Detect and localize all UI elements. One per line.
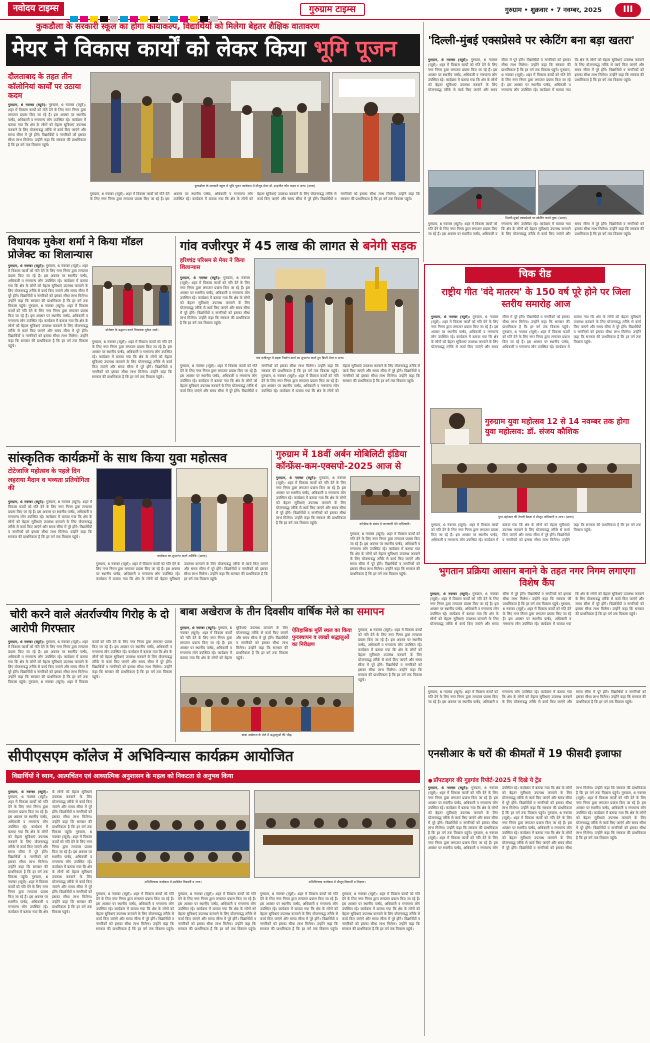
wazirpur-text-3: गुरुग्राम, 6 नवम्बर (ब्यूरो): शहर में विकास कार्यों को गति देने के लिए नगर निगम द्वारा लगातार प्रयास किए जा रहे हैं। इस अवसर पर स्थानीय पार्षद, अधिकारी व गणमान्य लोग उपस्थित रहे। कार्यक्रम में बताया गया कि क्षेत्र के लोगों को बेहतर सुविधाएं उपलब्ध करवाने के लिए योजनाबद्ध तरीके से कार्य किए जाएंगे और समय सीमा में पूरे होंगे। विद्यार्थियों व नागरिकों को इसका सीधा लाभ मिलेगा। उन्होंने कहा कि सरकार की प्राथमिकता है कि हर वर्ग तक विकास पहुंचे। — [261, 364, 420, 393]
ncr-dateline: गुरुग्राम, 6 नवम्बर (ब्यूरो): — [428, 786, 469, 790]
mla-text-3: गुरुग्राम, 6 नवम्बर (ब्यूरो): शहर में विकास कार्यों को गति देने के लिए नगर निगम द्वारा लगातार प्रयास किए जा रहे हैं। इस अवसर पर स्थानीय पार्षद, अधिकारी व गणमान्य लोग उपस्थित रहे। कार्यक्रम में बताया गया कि क्षेत्र के लोगों को बेहतर सुविधाएं उपलब्ध करवाने के लिए योजनाबद्ध तरीके से कार्य किए जाएंगे और समय सीमा में पूरे होंगे। विद्यार्थियों व नागरिकों को इसका सीधा लाभ मिलेगा। उन्होंने कहा कि सरकार की प्राथमिकता है कि हर वर्ग तक विकास पहुंचे। — [92, 340, 172, 379]
conference-text: गुरुग्राम, 6 नवम्बर (ब्यूरो): शहर में विकास कार्यों को गति देने के लिए नगर निगम द्वारा लगातार प्रयास किए जा रहे हैं। इस अवसर पर स्थानीय पार्षद, अधिकारी व गणमान्य लोग उपस्थित रहे। कार्यक्रम में बताया गया कि क्षेत्र के लोगों को बेहतर सुविधाएं उपलब्ध करवाने के लिए योजनाबद्ध तरीके से कार्य किए जाएंगे और समय सीमा में पूरे होंगे। विद्यार्थियों व नागरिकों को इसका सीधा लाभ मिलेगा। उन्होंने कहा कि सरकार की प्राथमिकता है कि हर वर्ग तक विकास पहुंचे। — [276, 476, 346, 525]
lead-photo-2-image — [333, 73, 420, 182]
lead-body-text: गुरुग्राम, 6 नवम्बर (ब्यूरो): शहर में विकास कार्यों को गति देने के लिए नगर निगम द्वारा लगातार प्रयास किए जा रहे हैं। इस अवसर पर स्थानीय पार्षद, अधिकारी व गणमान्य लोग उपस्थित रहे। कार्यक्रम में बताया गया कि क्षेत्र के लोगों को बेहतर सुविधाएं उपलब्ध करवाने के लिए योजनाबद्ध तरीके से कार्य किए जाएंगे और समय सीमा में पूरे होंगे। विद्यार्थियों व नागरिकों को इसका सीधा लाभ मिलेगा। उन्होंने कहा कि सरकार की प्राथमिकता है कि हर वर्ग तक विकास पहुंचे। — [90, 192, 420, 201]
ncr-text-4: गुरुग्राम, 6 नवम्बर (ब्यूरो): शहर में विकास कार्यों को गति देने के लिए नगर निगम द्वारा लगातार प्रयास किए जा रहे हैं। इस अवसर पर स्थानीय पार्षद, अधिकारी व गणमान्य लोग उपस्थित रहे। कार्यक्रम में बताया गया कि क्षेत्र के लोगों को बेहतर सुविधाएं उपलब्ध करवाने के लिए योजनाबद्ध तरीके से कार्य किए जाएंगे और समय सीमा में पूरे होंगे। विद्यार्थियों व नागरिकों को इसका सीधा लाभ मिलेगा। उन्होंने कहा कि सरकार की प्राथमिकता है कि हर वर्ग तक विकास पहुंचे। — [576, 791, 646, 840]
lead-photo-image — [91, 73, 330, 182]
ncr-text-3: गुरुग्राम, 6 नवम्बर (ब्यूरो): शहर में विकास कार्यों को गति देने के लिए नगर निगम द्वारा लगातार प्रयास किए जा रहे हैं। इस अवसर पर स्थानीय पार्षद, अधिकारी व गणमान्य लोग उपस्थित रहे। कार्यक्रम में बताया गया कि क्षेत्र के लोगों को बेहतर सुविधाएं उपलब्ध करवाने के लिए योजनाबद्ध तरीके से कार्य किए जाएंगे और समय सीमा में पूरे होंगे। विद्यार्थियों व नागरिकों को इसका सीधा लाभ मिलेगा। उन्होंने कहा कि सरकार की प्राथमिकता है कि हर वर्ग तक विकास पहुंचे। — [502, 786, 646, 850]
chik-reed-text-2: गुरुग्राम, 6 नवम्बर (ब्यूरो): शहर में विकास कार्यों को गति देने के लिए नगर निगम द्वारा लगातार प्रयास किए जा रहे हैं। इस अवसर पर स्थानीय पार्षद, अधिकारी व गणमान्य लोग उपस्थित रहे। कार्यक्रम में बताया गया कि क्षेत्र के लोगों को बेहतर सुविधाएं उपलब्ध करवाने के लिए योजनाबद्ध तरीके से कार्य किए जाएंगे और समय सीमा में पूरे होंगे। विद्यार्थियों व नागरिकों को इसका सीधा लाभ मिलेगा। उन्होंने कहा कि सरकार की प्राथमिकता है कि हर वर्ग तक विकास पहुंचे। — [502, 315, 641, 349]
color-ticks-left — [70, 7, 290, 13]
cpsm-text-7: गुरुग्राम, 6 नवम्बर (ब्यूरो): शहर में विकास कार्यों को गति देने के लिए नगर निगम द्वारा लगातार प्रयास किए जा रहे हैं। इस अवसर पर स्थानीय पार्षद, अधिकारी व गणमान्य लोग उपस्थित रहे। कार्यक्रम में बताया गया कि क्षेत्र के लोगों को बेहतर सुविधाएं उपलब्ध करवाने के लिए योजनाबद्ध तरीके से कार्य किए जाएंगे और समय सीमा में पूरे होंगे। विद्यार्थियों व नागरिकों को इसका सीधा लाभ मिलेगा। उन्होंने कहा कि सरकार की प्राथमिकता है कि हर वर्ग तक विकास पहुंचे। — [342, 892, 420, 931]
cpsm-text-3: गुरुग्राम, 6 नवम्बर (ब्यूरो): शहर में विकास कार्यों को गति देने के लिए नगर निगम द्वारा लगातार प्रयास किए जा रहे हैं। इस अवसर पर स्थानीय पार्षद, अधिकारी व गणमान्य लोग उपस्थित रहे। कार्यक्रम में बताया गया कि क्षेत्र के लोगों को बेहतर सुविधाएं उपलब्ध करवाने के लिए योजनाबद्ध तरीके से कार्य किए जाएंगे और समय सीमा में पूरे होंगे। विद्यार्थियों व नागरिकों को इसका सीधा लाभ मिलेगा। उन्होंने कहा कि सरकार की प्राथमिकता है कि हर वर्ग तक विकास पहुंचे। — [52, 830, 92, 914]
cultural-side-head: टोटेजाजि महोत्सव के पहले दिन लहराया मैदान व भव्यता प्रतियोगिता की — [8, 468, 90, 492]
cpsm-text: गुरुग्राम, 6 नवम्बर (ब्यूरो): शहर में विकास कार्यों को गति देने के लिए नगर निगम द्वारा लगातार प्रयास किए जा रहे हैं। इस अवसर पर स्थानीय पार्षद, अधिकारी व गणमान्य लोग उपस्थित रहे। कार्यक्रम में बताया गया कि क्षेत्र के लोगों को बेहतर सुविधाएं उपलब्ध करवाने के लिए योजनाबद्ध तरीके से कार्य किए जाएंगे और समय सीमा में पूरे होंगे। विद्यार्थियों व नागरिकों को इसका सीधा लाभ मिलेगा। उन्होंने कहा कि सरकार की प्राथमिकता है कि हर वर्ग तक विकास पहुंचे। — [8, 795, 48, 879]
chik-reed-body — [431, 315, 641, 415]
wazirpur-sub-head: हरिश्चंद्र परिश्रम से मेयर ने किया शिलान्यास — [180, 258, 245, 271]
ncr-sub-head-text: ● प्रॉपटाइगर की गुड़गांव रिपोर्ट-2025 में दिखे ये ट्रेंड — [428, 778, 541, 784]
lead-body — [90, 192, 420, 232]
lead-headline-highlight: भूमि पूजन — [313, 37, 397, 62]
expressway-dateline: गुरुग्राम, 6 नवम्बर (ब्यूरो): — [428, 58, 469, 62]
cultural-caption: कार्यक्रम का शुभारंभ करते अतिथि। (छाया) — [157, 554, 207, 558]
cultural-text: गुरुग्राम, 6 नवम्बर (ब्यूरो): शहर में विकास कार्यों को गति देने के लिए नगर निगम द्वारा लगातार प्रयास किए जा रहे हैं। इस अवसर पर स्थानीय पार्षद, अधिकारी व गणमान्य लोग उपस्थित रहे। कार्यक्रम में बताया गया कि क्षेत्र के लोगों को बेहतर सुविधाएं उपलब्ध करवाने के लिए योजनाबद्ध तरीके से कार्य किए जाएंगे और समय सीमा में पूरे होंगे। विद्यार्थियों व नागरिकों को इसका सीधा लाभ मिलेगा। उन्होंने कहा कि सरकार की प्राथमिकता है कि हर वर्ग तक विकास पहुंचे। — [8, 500, 92, 539]
cpsm-photo-2 — [254, 790, 420, 878]
chik-reed-caption: युवा महोत्सव की तैयारी बैठक में मौजूद अधिकारी व अन्य। (छाया) — [498, 515, 574, 519]
chik-reed-headline: राष्ट्रीय गीत 'वंदे मातरम' के 150 वर्ष पूरे होने पर जिला स्तरीय समारोह आज — [441, 287, 631, 310]
chik-reed-sub-head: गुरुग्राम युवा महोत्सव 12 से 14 नवम्बर तक होगा युवा महोत्सव: डॉ. संजय कौशिक — [485, 417, 630, 436]
bhugtan-dateline: गुरुग्राम, 6 नवम्बर (ब्यूरो): — [430, 592, 470, 596]
expressway-body — [428, 58, 644, 168]
left-logo: नवोदय टाइम्स — [8, 2, 64, 16]
wazirpur-text-2: गुरुग्राम, 6 नवम्बर (ब्यूरो): शहर में विकास कार्यों को गति देने के लिए नगर निगम द्वारा लगातार प्रयास किए जा रहे हैं। इस अवसर पर स्थानीय पार्षद, अधिकारी व गणमान्य लोग उपस्थित रहे। कार्यक्रम में बताया गया कि क्षेत्र के लोगों को बेहतर सुविधाएं उपलब्ध करवाने के लिए योजनाबद्ध तरीके से कार्य किए जाएंगे और समय सीमा में पूरे होंगे। विद्यार्थियों व नागरिकों को इसका सीधा लाभ मिलेगा। उन्होंने कहा कि सरकार की प्राथमिकता है कि हर वर्ग तक विकास पहुंचे। — [180, 364, 339, 393]
theft-headline: चोरी करने वाले अंतर्राज्यीय गिरोह के दो आरोपी गिरफ्तार — [10, 608, 169, 635]
conference-headline: गुरुग्राम में 18वीं अर्बन मोबिलिटी इंडिया कॉन्फ्रेंस-कम-एक्सपो-2025 आज से — [276, 450, 407, 472]
mla-body-2 — [92, 340, 172, 442]
conference-dateline: गुरुग्राम, 6 नवम्बर (ब्यूरो): — [276, 476, 317, 480]
wazirpur-body — [180, 276, 250, 356]
mla-headline: विधायक मुकेश शर्मा ने किया मॉडल प्रोजेक्ट का शिलान्यास — [8, 236, 143, 261]
cultural-body-2 — [96, 562, 268, 602]
wazirpur-photo — [254, 258, 419, 354]
cultural-headline: सांस्कृतिक कार्यक्रमों के साथ किया युवा महोत्सव — [8, 450, 227, 465]
mela-body-2 — [358, 628, 422, 742]
cultural-photo-2-image — [177, 469, 268, 552]
lead-headline — [6, 34, 420, 66]
conference-body — [276, 476, 346, 602]
cultural-photo-2 — [176, 468, 268, 552]
cpsm-body — [8, 790, 92, 1036]
date-line: गुरुग्राम • शुक्रवार • 7 नवम्बर, 2025 — [505, 6, 602, 14]
mela-text: गुरुग्राम, 6 नवम्बर (ब्यूरो): शहर में विकास कार्यों को गति देने के लिए नगर निगम द्वारा लगातार प्रयास किए जा रहे हैं। इस अवसर पर स्थानीय पार्षद, अधिकारी व गणमान्य लोग उपस्थित रहे। कार्यक्रम में बताया गया कि क्षेत्र के लोगों को बेहतर सुविधाएं उपलब्ध करवाने के लिए योजनाबद्ध तरीके से कार्य किए जाएंगे और समय सीमा में पूरे होंगे। विद्यार्थियों व नागरिकों को इसका सीधा लाभ मिलेगा। उन्होंने कहा कि सरकार की प्राथमिकता है कि हर वर्ग तक विकास पहुंचे। — [180, 626, 288, 660]
bhugtan-headline: भुगतान प्रक्रिया आसान बनाने के तहत नगर निगम लगाएगा विशेष कैंप — [438, 566, 636, 589]
cpsm-caption-left: अभिविन्यास कार्यक्रम में उपस्थित विद्यार्थी व अन्य। — [144, 880, 202, 884]
mla-text: गुरुग्राम, 6 नवम्बर (ब्यूरो): शहर में विकास कार्यों को गति देने के लिए नगर निगम द्वारा लगातार प्रयास किए जा रहे हैं। इस अवसर पर स्थानीय पार्षद, अधिकारी व गणमान्य लोग उपस्थित रहे। कार्यक्रम में बताया गया कि क्षेत्र के लोगों को बेहतर सुविधाएं उपलब्ध करवाने के लिए योजनाबद्ध तरीके से कार्य किए जाएंगे और समय सीमा में पूरे होंगे। विद्यार्थियों व नागरिकों को इसका सीधा लाभ मिलेगा। उन्होंने कहा कि सरकार की प्राथमिकता है कि हर वर्ग तक विकास पहुंचे। — [8, 264, 88, 308]
cultural-body — [8, 500, 92, 600]
wazirpur-headline — [180, 238, 425, 253]
mela-text-2: गुरुग्राम, 6 नवम्बर (ब्यूरो): शहर में विकास कार्यों को गति देने के लिए नगर निगम द्वारा लगातार प्रयास किए जा रहे हैं। इस अवसर पर स्थानीय पार्षद, अधिकारी व गणमान्य लोग उपस्थित रहे। कार्यक्रम में बताया गया कि क्षेत्र के लोगों को बेहतर सुविधाएं उपलब्ध करवाने के लिए योजनाबद्ध तरीके से कार्य किए जाएंगे और समय सीमा में पूरे होंगे। विद्यार्थियों व नागरिकों को इसका सीधा लाभ मिलेगा। उन्होंने कहा कि सरकार की प्राथमिकता है कि हर वर्ग तक विकास पहुंचे। — [358, 628, 422, 682]
cpsm-dateline: गुरुग्राम, 6 नवम्बर (ब्यूरो): — [8, 790, 48, 794]
cultural-dateline: गुरुग्राम, 6 नवम्बर (ब्यूरो): — [8, 500, 45, 504]
conference-caption: कॉन्फ्रेंस के संबंध में जानकारी देते अधिकारी। — [359, 522, 411, 526]
theft-text: गुरुग्राम, 6 नवम्बर (ब्यूरो): शहर में विकास कार्यों को गति देने के लिए नगर निगम द्वारा लगातार प्रयास किए जा रहे हैं। इस अवसर पर स्थानीय पार्षद, अधिकारी व गणमान्य लोग उपस्थित रहे। कार्यक्रम में बताया गया कि क्षेत्र के लोगों को बेहतर सुविधाएं उपलब्ध करवाने के लिए योजनाबद्ध तरीके से कार्य किए जाएंगे और समय सीमा में पूरे होंगे। विद्यार्थियों व नागरिकों को इसका सीधा लाभ मिलेगा। उन्होंने कहा कि सरकार की प्राथमिकता है कि हर वर्ग तक विकास पहुंचे। — [8, 640, 88, 684]
cultural-photo — [96, 468, 172, 552]
mla-photo — [92, 266, 172, 326]
mela-photo — [180, 676, 354, 732]
bhugtan-body — [430, 592, 644, 684]
mela-headline-text: बाबा अखेराज के तीन दिवसीय वार्षिक मेले का — [180, 606, 357, 618]
chik-reed-person-photo — [430, 408, 482, 444]
lead-side-body — [8, 103, 86, 213]
wazirpur-headline-highlight: बनेगी सड़क — [362, 238, 417, 253]
expressway-text-2: गुरुग्राम, 6 नवम्बर (ब्यूरो): शहर में विकास कार्यों को गति देने के लिए नगर निगम द्वारा लगातार प्रयास किए जा रहे हैं। इस अवसर पर स्थानीय पार्षद, अधिकारी व गणमान्य लोग उपस्थित रहे। कार्यक्रम में बताया गया कि क्षेत्र के लोगों को बेहतर सुविधाएं उपलब्ध करवाने के लिए योजनाबद्ध तरीके से कार्य किए जाएंगे और समय सीमा में पूरे होंगे। विद्यार्थियों व नागरिकों को इसका सीधा लाभ मिलेगा। उन्होंने कहा कि सरकार की प्राथमिकता है कि हर वर्ग तक विकास पहुंचे। — [501, 58, 644, 92]
wazirpur-dateline: गुरुग्राम, 6 नवम्बर (ब्यूरो): — [180, 276, 221, 280]
chik-reed-photo-image — [432, 444, 641, 513]
ncr-text-2: गुरुग्राम, 6 नवम्बर (ब्यूरो): शहर में विकास कार्यों को गति देने के लिए नगर निगम द्वारा लगातार प्रयास किए जा रहे हैं। इस अवसर पर स्थानीय पार्षद, अधिकारी व गणमान्य लोग उपस्थित रहे। कार्यक्रम में बताया गया कि क्षेत्र के लोगों को बेहतर सुविधाएं उपलब्ध करवाने के लिए योजनाबद्ध तरीके से कार्य किए जाएंगे और समय सीमा में पूरे होंगे। विद्यार्थियों व नागरिकों को इसका सीधा लाभ मिलेगा। उन्होंने कहा कि सरकार की प्राथमिकता है कि हर वर्ग तक विकास पहुंचे। — [428, 786, 572, 850]
theft-dateline: गुरुग्राम, 6 नवम्बर (ब्यूरो): — [8, 640, 45, 644]
mela-headline — [180, 606, 422, 619]
expressway-photo-2-image — [539, 171, 644, 215]
cpsm-text-2: गुरुग्राम, 6 नवम्बर (ब्यूरो): शहर में विकास कार्यों को गति देने के लिए नगर निगम द्वारा लगातार प्रयास किए जा रहे हैं। इस अवसर पर स्थानीय पार्षद, अधिकारी व गणमान्य लोग उपस्थित रहे। कार्यक्रम में बताया गया कि क्षेत्र के लोगों को बेहतर सुविधाएं उपलब्ध करवाने के लिए योजनाबद्ध तरीके से कार्य किए जाएंगे और समय सीमा में पूरे होंगे। विद्यार्थियों व नागरिकों को इसका सीधा लाभ मिलेगा। उन्होंने कहा कि सरकार की प्राथमिकता है कि हर वर्ग तक विकास पहुंचे। — [8, 790, 92, 914]
lead-side-head: दौलताबाद के तहत तीन कॉलोनियां कार्यों पर उठाया कदम — [8, 72, 81, 100]
color-ticks-bottom — [200, 1036, 460, 1042]
lead-photo — [90, 72, 330, 182]
lead-side-text: गुरुग्राम, 6 नवम्बर (ब्यूरो): शहर में विकास कार्यों को गति देने के लिए नगर निगम द्वारा लगातार प्रयास किए जा रहे हैं। इस अवसर पर स्थानीय पार्षद, अधिकारी व गणमान्य लोग उपस्थित रहे। कार्यक्रम में बताया गया कि क्षेत्र के लोगों को बेहतर सुविधाएं उपलब्ध करवाने के लिए योजनाबद्ध तरीके से कार्य किए जाएंगे और समय सीमा में पूरे होंगे। विद्यार्थियों व नागरिकों को इसका सीधा लाभ मिलेगा। उन्होंने कहा कि सरकार की प्राथमिकता है कि हर वर्ग तक विकास पहुंचे। — [8, 103, 86, 147]
wazirpur-text: गुरुग्राम, 6 नवम्बर (ब्यूरो): शहर में विकास कार्यों को गति देने के लिए नगर निगम द्वारा लगातार प्रयास किए जा रहे हैं। इस अवसर पर स्थानीय पार्षद, अधिकारी व गणमान्य लोग उपस्थित रहे। कार्यक्रम में बताया गया कि क्षेत्र के लोगों को बेहतर सुविधाएं उपलब्ध करवाने के लिए योजनाबद्ध तरीके से कार्य किए जाएंगे और समय सीमा में पूरे होंगे। विद्यार्थियों व नागरिकों को इसका सीधा लाभ मिलेगा। उन्होंने कहा कि सरकार की प्राथमिकता है कि हर वर्ग तक विकास पहुंचे। — [180, 276, 250, 325]
bhugtan-text-2: गुरुग्राम, 6 नवम्बर (ब्यूरो): शहर में विकास कार्यों को गति देने के लिए नगर निगम द्वारा लगातार प्रयास किए जा रहे हैं। इस अवसर पर स्थानीय पार्षद, अधिकारी व गणमान्य लोग उपस्थित रहे। कार्यक्रम में बताया गया कि क्षेत्र के लोगों को बेहतर सुविधाएं उपलब्ध करवाने के लिए योजनाबद्ध तरीके से कार्य किए जाएंगे और समय सीमा में पूरे होंगे। विद्यार्थियों व नागरिकों को इसका सीधा लाभ मिलेगा। उन्होंने कहा कि सरकार की प्राथमिकता है कि हर वर्ग तक विकास पहुंचे। — [502, 592, 644, 626]
expressway-text-3: गुरुग्राम, 6 नवम्बर (ब्यूरो): शहर में विकास कार्यों को गति देने के लिए नगर निगम द्वारा लगातार प्रयास किए जा रहे हैं। इस अवसर पर स्थानीय पार्षद, अधिकारी व गणमान्य लोग उपस्थित रहे। कार्यक्रम में बताया गया कि क्षेत्र के लोगों को बेहतर सुविधाएं उपलब्ध करवाने के लिए योजनाबद्ध तरीके से कार्य किए जाएंगे और समय सीमा में पूरे होंगे। विद्यार्थियों व नागरिकों को इसका सीधा लाभ मिलेगा। उन्होंने कहा कि सरकार की प्राथमिकता है कि हर वर्ग तक विकास पहुंचे। — [428, 222, 644, 236]
lead-caption: कुकडौला के सरकारी स्कूल में भूमि पूजन कार्यक्रम में मौजूद मेयर डॉ. इन्द्रजीत कौर यादव व अन्य। (छाया) — [194, 184, 316, 188]
mela-caption: बाबा अखेराज के मेले में श्रद्धालुओं की भीड़। — [241, 733, 293, 737]
cpsm-strap: विद्यार्थियों ने ध्यान, आत्मचिंतन एवं आध्यात्मिक अनुशासन के महत्व को निकटता से अनुभव किया — [6, 770, 420, 783]
lead-dateline: गुरुग्राम, 6 नवम्बर (ब्यूरो): — [8, 103, 47, 107]
cpsm-photo-2-image — [255, 791, 420, 878]
center-logo: गुरुग्राम टाइम्स — [300, 3, 365, 16]
cpsm-text-6: गुरुग्राम, 6 नवम्बर (ब्यूरो): शहर में विकास कार्यों को गति देने के लिए नगर निगम द्वारा लगातार प्रयास किए जा रहे हैं। इस अवसर पर स्थानीय पार्षद, अधिकारी व गणमान्य लोग उपस्थित रहे। कार्यक्रम में बताया गया कि क्षेत्र के लोगों को बेहतर सुविधाएं उपलब्ध करवाने के लिए योजनाबद्ध तरीके से कार्य किए जाएंगे और समय सीमा में पूरे होंगे। विद्यार्थियों व नागरिकों को इसका सीधा लाभ मिलेगा। उन्होंने कहा कि सरकार की प्राथमिकता है कि हर वर्ग तक विकास पहुंचे। — [260, 892, 338, 931]
wazirpur-headline-text: गांव वजीरपुर में 45 लाख की लागत से — [180, 238, 363, 253]
expressway-body-2 — [428, 222, 644, 260]
wazirpur-caption: गांव वजीरपुर में सड़क निर्माण कार्य का शुभारंभ करते हुए डिप्टी मेयर व अन्य। — [255, 356, 345, 360]
expressway-text: गुरुग्राम, 6 नवम्बर (ब्यूरो): शहर में विकास कार्यों को गति देने के लिए नगर निगम द्वारा लगातार प्रयास किए जा रहे हैं। इस अवसर पर स्थानीय पार्षद, अधिकारी व गणमान्य लोग उपस्थित रहे। कार्यक्रम में बताया गया कि क्षेत्र के लोगों को बेहतर सुविधाएं उपलब्ध करवाने के लिए योजनाबद्ध तरीके से कार्य किए जाएंगे और समय सीमा में पूरे होंगे। विद्यार्थियों व नागरिकों को इसका सीधा लाभ मिलेगा। उन्होंने कहा कि सरकार की प्राथमिकता है कि हर वर्ग तक विकास पहुंचे। — [428, 58, 571, 92]
mela-dateline: गुरुग्राम, 6 नवम्बर (ब्यूरो): — [180, 626, 217, 630]
ncr-text: गुरुग्राम, 6 नवम्बर (ब्यूरो): शहर में विकास कार्यों को गति देने के लिए नगर निगम द्वारा लगातार प्रयास किए जा रहे हैं। इस अवसर पर स्थानीय पार्षद, अधिकारी व गणमान्य लोग उपस्थित रहे। कार्यक्रम में बताया गया कि क्षेत्र के लोगों को बेहतर सुविधाएं उपलब्ध करवाने के लिए योजनाबद्ध तरीके से कार्य किए जाएंगे और समय सीमा में पूरे होंगे। विद्यार्थियों व नागरिकों को इसका सीधा लाभ मिलेगा। उन्होंने कहा कि सरकार की प्राथमिकता है कि हर वर्ग तक विकास पहुंचे। — [428, 786, 498, 835]
cpsm-caption-right: अभिविन्यास कार्यक्रम में मौजूद विद्यार्थी व शिक्षक। — [308, 880, 366, 884]
conference-photo — [350, 476, 420, 520]
mla-dateline: गुरुग्राम, 6 नवम्बर (ब्यूरो): — [8, 264, 45, 268]
chik-reed-body-2 — [431, 523, 641, 561]
cpsm-text-5: गुरुग्राम, 6 नवम्बर (ब्यूरो): शहर में विकास कार्यों को गति देने के लिए नगर निगम द्वारा लगातार प्रयास किए जा रहे हैं। इस अवसर पर स्थानीय पार्षद, अधिकारी व गणमान्य लोग उपस्थित रहे। कार्यक्रम में बताया गया कि क्षेत्र के लोगों को बेहतर सुविधाएं उपलब्ध करवाने के लिए योजनाबद्ध तरीके से कार्य किए जाएंगे और समय सीमा में पूरे होंगे। विद्यार्थियों व नागरिकों को इसका सीधा लाभ मिलेगा। उन्होंने कहा कि सरकार की प्राथमिकता है कि हर वर्ग तक विकास पहुंचे। — [178, 892, 256, 931]
cpsm-photo-image — [97, 791, 250, 878]
mla-photo-image — [93, 267, 172, 326]
masthead — [0, 0, 650, 20]
chik-reed-text-3: गुरुग्राम, 6 नवम्बर (ब्यूरो): शहर में विकास कार्यों को गति देने के लिए नगर निगम द्वारा लगातार प्रयास किए जा रहे हैं। इस अवसर पर स्थानीय पार्षद, अधिकारी व गणमान्य लोग उपस्थित रहे। कार्यक्रम में बताया गया कि क्षेत्र के लोगों को बेहतर सुविधाएं उपलब्ध करवाने के लिए योजनाबद्ध तरीके से कार्य किए जाएंगे और समय सीमा में पूरे होंगे। विद्यार्थियों व नागरिकों को इसका सीधा लाभ मिलेगा। उन्होंने कहा कि सरकार की प्राथमिकता है कि हर वर्ग तक विकास पहुंचे। — [431, 523, 641, 542]
theft-text-2: गुरुग्राम, 6 नवम्बर (ब्यूरो): शहर में विकास कार्यों को गति देने के लिए नगर निगम द्वारा लगातार प्रयास किए जा रहे हैं। इस अवसर पर स्थानीय पार्षद, अधिकारी व गणमान्य लोग उपस्थित रहे। कार्यक्रम में बताया गया कि क्षेत्र के लोगों को बेहतर सुविधाएं उपलब्ध करवाने के लिए योजनाबद्ध तरीके से कार्य किए जाएंगे और समय सीमा में पूरे होंगे। विद्यार्थियों व नागरिकों को इसका सीधा लाभ मिलेगा। उन्होंने कहा कि सरकार की प्राथमिकता है कि हर वर्ग तक विकास पहुंचे। — [28, 640, 172, 684]
chik-reed-photo — [431, 443, 641, 513]
wazirpur-body-2 — [180, 364, 420, 442]
ncr-sub-head — [428, 776, 646, 784]
mla-caption: प्रोजेक्ट के उद्घाटन करते विधायक मुकेश शर्मा। — [105, 328, 159, 332]
right-upper-text: गुरुग्राम, 6 नवम्बर (ब्यूरो): शहर में विकास कार्यों को गति देने के लिए नगर निगम द्वारा लगातार प्रयास किए जा रहे हैं। इस अवसर पर स्थानीय पार्षद, अधिकारी व गणमान्य लोग उपस्थित रहे। कार्यक्रम में बताया गया कि क्षेत्र के लोगों को बेहतर सुविधाएं उपलब्ध करवाने के लिए योजनाबद्ध तरीके से कार्य किए जाएंगे और समय सीमा में पूरे होंगे। विद्यार्थियों व नागरिकों को इसका सीधा लाभ मिलेगा। उन्होंने कहा कि सरकार की प्राथमिकता है कि हर वर्ग तक विकास पहुंचे। — [428, 690, 646, 704]
expressway-headline: 'दिल्ली-मुंबई एक्सप्रेसवे पर स्केटिंग बना बड़ा खतरा' — [428, 34, 635, 47]
conference-text-2: गुरुग्राम, 6 नवम्बर (ब्यूरो): शहर में विकास कार्यों को गति देने के लिए नगर निगम द्वारा लगातार प्रयास किए जा रहे हैं। इस अवसर पर स्थानीय पार्षद, अधिकारी व गणमान्य लोग उपस्थित रहे। कार्यक्रम में बताया गया कि क्षेत्र के लोगों को बेहतर सुविधाएं उपलब्ध करवाने के लिए योजनाबद्ध तरीके से कार्य किए जाएंगे और समय सीमा में पूरे होंगे। विद्यार्थियों व नागरिकों को इसका सीधा लाभ मिलेगा। उन्होंने कहा कि सरकार की प्राथमिकता है कि हर वर्ग तक विकास पहुंचे। — [350, 532, 420, 576]
cultural-photo-image — [97, 469, 172, 552]
mla-text-2: गुरुग्राम, 6 नवम्बर (ब्यूरो): शहर में विकास कार्यों को गति देने के लिए नगर निगम द्वारा लगातार प्रयास किए जा रहे हैं। इस अवसर पर स्थानीय पार्षद, अधिकारी व गणमान्य लोग उपस्थित रहे। कार्यक्रम में बताया गया कि क्षेत्र के लोगों को बेहतर सुविधाएं उपलब्ध करवाने के लिए योजनाबद्ध तरीके से कार्य किए जाएंगे और समय सीमा में पूरे होंगे। विद्यार्थियों व नागरिकों को इसका सीधा लाभ मिलेगा। उन्होंने कहा कि सरकार की प्राथमिकता है कि हर वर्ग तक विकास पहुंचे। — [8, 304, 88, 348]
ncr-body — [428, 786, 646, 1036]
lead-headline-text: मेयर ने विकास कार्यों को लेकर किया — [12, 37, 314, 62]
chik-reed-text: गुरुग्राम, 6 नवम्बर (ब्यूरो): शहर में विकास कार्यों को गति देने के लिए नगर निगम द्वारा लगातार प्रयास किए जा रहे हैं। इस अवसर पर स्थानीय पार्षद, अधिकारी व गणमान्य लोग उपस्थित रहे। कार्यक्रम में बताया गया कि क्षेत्र के लोगों को बेहतर सुविधाएं उपलब्ध करवाने के लिए योजनाबद्ध तरीके से कार्य किए जाएंगे और समय सीमा में पूरे होंगे। विद्यार्थियों व नागरिकों को इसका सीधा लाभ मिलेगा। उन्होंने कहा कि सरकार की प्राथमिकता है कि हर वर्ग तक विकास पहुंचे। — [431, 315, 570, 349]
cpsm-text-4: गुरुग्राम, 6 नवम्बर (ब्यूरो): शहर में विकास कार्यों को गति देने के लिए नगर निगम द्वारा लगातार प्रयास किए जा रहे हैं। इस अवसर पर स्थानीय पार्षद, अधिकारी व गणमान्य लोग उपस्थित रहे। कार्यक्रम में बताया गया कि क्षेत्र के लोगों को बेहतर सुविधाएं उपलब्ध करवाने के लिए योजनाबद्ध तरीके से कार्य किए जाएंगे और समय सीमा में पूरे होंगे। विद्यार्थियों व नागरिकों को इसका सीधा लाभ मिलेगा। उन्होंने कहा कि सरकार की प्राथमिकता है कि हर वर्ग तक विकास पहुंचे। — [96, 892, 174, 931]
expressway-caption: दिल्ली-मुंबई एक्सप्रेसवे पर स्केटिंग करते युवा। (छाया) — [505, 216, 567, 220]
chik-reed-dateline: गुरुग्राम, 6 नवम्बर (ब्यूरो): — [431, 315, 471, 319]
lead-kicker: कुकडौला के सरकारी स्कूल का होगा कायाकल्प, विद्यार्थियों को मिलेगा बेहतर शैक्षिक वातावरण — [36, 21, 320, 31]
conference-photo-image — [351, 477, 420, 520]
cultural-text-2: गुरुग्राम, 6 नवम्बर (ब्यूरो): शहर में विकास कार्यों को गति देने के लिए नगर निगम द्वारा लगातार प्रयास किए जा रहे हैं। इस अवसर पर स्थानीय पार्षद, अधिकारी व गणमान्य लोग उपस्थित रहे। कार्यक्रम में बताया गया कि क्षेत्र के लोगों को बेहतर सुविधाएं उपलब्ध करवाने के लिए योजनाबद्ध तरीके से कार्य किए जाएंगे और समय सीमा में पूरे होंगे। विद्यार्थियों व नागरिकों को इसका सीधा लाभ मिलेगा। उन्होंने कहा कि सरकार की प्राथमिकता है कि हर वर्ग तक विकास पहुंचे। — [96, 562, 268, 581]
mela-body — [180, 626, 288, 676]
cpsm-headline: सीपीएसएम कॉलेज में अभिविन्यास कार्यक्रम आयोजित — [8, 749, 294, 765]
conference-body-2 — [350, 532, 420, 602]
page-number: III — [615, 3, 641, 17]
expressway-photo-image — [429, 171, 536, 215]
bhugtan-text: गुरुग्राम, 6 नवम्बर (ब्यूरो): शहर में विकास कार्यों को गति देने के लिए नगर निगम द्वारा लगातार प्रयास किए जा रहे हैं। इस अवसर पर स्थानीय पार्षद, अधिकारी व गणमान्य लोग उपस्थित रहे। कार्यक्रम में बताया गया कि क्षेत्र के लोगों को बेहतर सुविधाएं उपलब्ध करवाने के लिए योजनाबद्ध तरीके से कार्य किए जाएंगे और समय सीमा में पूरे होंगे। विद्यार्थियों व नागरिकों को इसका सीधा लाभ मिलेगा। उन्होंने कहा कि सरकार की प्राथमिकता है कि हर वर्ग तक विकास पहुंचे। — [430, 592, 572, 626]
right-upper-body — [428, 690, 646, 744]
chik-reed-label: चिक रीड — [465, 267, 605, 283]
mla-body — [8, 264, 88, 442]
lead-photo-2 — [332, 72, 420, 182]
ncr-headline: एनसीआर के घरों की कीमतों में 19 फीसदी इजाफा — [428, 748, 622, 760]
cpsm-body-2 — [96, 892, 420, 1036]
chik-reed-person-image — [431, 409, 483, 445]
expressway-photo-2 — [538, 170, 644, 215]
cpsm-photo — [96, 790, 250, 878]
expressway-photo — [428, 170, 536, 215]
mela-side-head: ऐतिहासिक मूर्ति स्थल का किया पुनःस्थापन व लाखों श्रद्धालुओं का निरीक्षण — [292, 628, 352, 648]
theft-body — [8, 640, 172, 740]
wazirpur-photo-image — [255, 259, 419, 354]
mela-photo-image — [181, 677, 354, 732]
mela-headline-highlight: समापन — [356, 606, 385, 618]
